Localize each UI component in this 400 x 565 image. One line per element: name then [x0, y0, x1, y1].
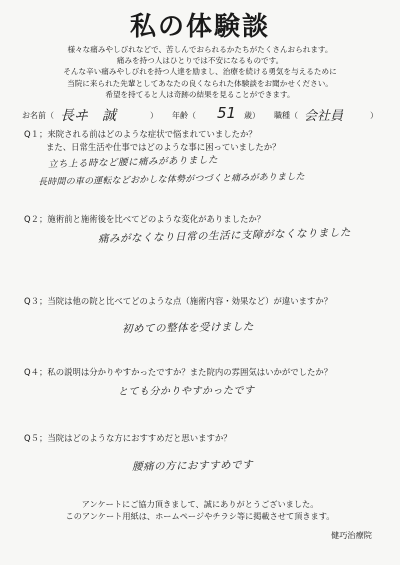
- question-text: Q１；来院される前はどのような症状で悩まれていましたか？: [24, 129, 257, 139]
- page-title: 私の体験談: [129, 12, 270, 42]
- intro-line: そんな辛い痛みやしびれを持つ人達を励まし、治療を続ける勇気を与えるために: [63, 67, 337, 77]
- answer-2: 痛みがなくなり日常の生活に支障がなくなりました: [97, 226, 352, 246]
- intro-line: 痛みを持つ人はひとりでは不安になるものです。: [116, 56, 284, 66]
- name-label: お名前（: [22, 111, 54, 120]
- name-value: 長ヰ 誠: [60, 108, 116, 124]
- intro-line: 様々な痛みやしびれなどで、苦しんでおられるかたちがたくさんおられます。: [67, 45, 333, 54]
- job-value: 会社員: [304, 109, 344, 124]
- age-value: 51: [217, 104, 237, 122]
- question-5: [24, 432, 232, 445]
- job-close: ）: [370, 111, 378, 120]
- question-1: [24, 128, 281, 153]
- intro-line: 当院に来られた先輩としてあなたの良くなられた体験談をお聞かせください。: [67, 78, 333, 88]
- question-text: Q３；当院は他の院と比べてどのような点（施術内容・効果など）が違いますか？: [24, 296, 333, 306]
- answer-5: 腰痛の方におすすめです: [131, 458, 254, 474]
- age-unit: 歳）: [244, 111, 260, 120]
- answer-1-line-2: 長時間の車の運転などおかしな体勢がつづくと痛みがありました: [37, 172, 305, 188]
- question-3: [24, 295, 332, 308]
- question-text: Q５；当院はどのような方におすすめだと思いますか？: [24, 433, 232, 443]
- question-4: [24, 366, 332, 379]
- question-text: Q２；施術前と施術後を比べてどのような変化がありましたか？: [24, 214, 266, 224]
- footer-line: アンケートにご協力頂きまして、誠にありがとうございました。: [81, 499, 319, 509]
- respondent-info: [22, 104, 382, 124]
- answer-1-line-1: 立ち上る時など腰に痛みがありました: [47, 154, 219, 171]
- intro-line: 希望を持てると人は奇跡の結果を見ることができます。: [105, 89, 295, 99]
- question-text: また、日常生活や仕事ではどのような事に困っていましたか？: [46, 141, 281, 152]
- intro-text: [30, 44, 370, 100]
- question-2: [24, 213, 265, 226]
- answer-4: とても分かりやすかったです: [117, 385, 255, 398]
- name-close: ）: [150, 111, 158, 120]
- job-label: 職種（: [274, 111, 298, 120]
- age-label: 年齢（: [172, 111, 196, 120]
- footer-line: このアンケート用紙は、ホームページやチラシ等に掲載させて頂きます。: [65, 511, 335, 521]
- question-text: Q４；私の説明は分かりやすかったですか？また院内の雰囲気はいかがでしたか？: [24, 367, 333, 377]
- footer-note: [0, 498, 400, 522]
- clinic-name: 健巧治療院: [331, 530, 372, 540]
- answer-3: 初めての整体を受けました: [121, 320, 255, 336]
